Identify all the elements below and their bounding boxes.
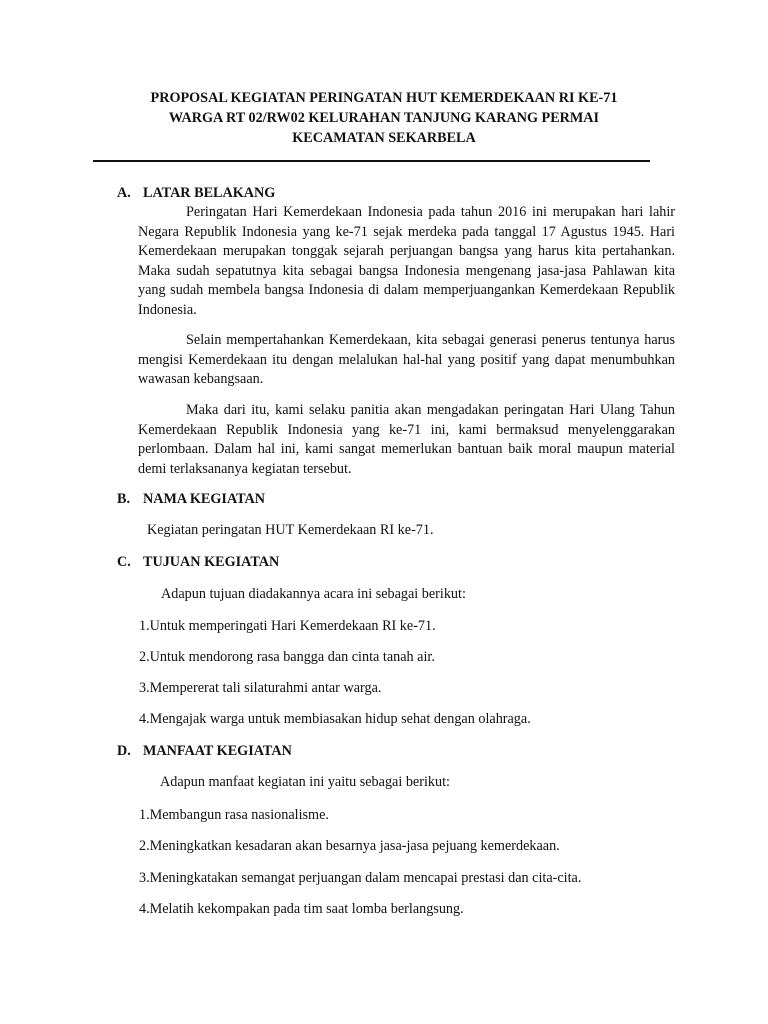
list-item: 4.Mengajak warga untuk membiasakan hidup sehat dengan olahraga. — [139, 711, 531, 727]
section-b-heading — [117, 490, 265, 508]
list-item: 2.Untuk mendorong rasa bangga dan cinta tanah air. — [139, 649, 435, 665]
section-d-intro: Adapun manfaat kegiatan ini yaitu sebagai berikut: — [160, 774, 450, 790]
list-item: 3.Mempererat tali silaturahmi antar warga. — [139, 680, 382, 696]
section-c-heading — [117, 553, 279, 571]
section-c-intro: Adapun tujuan diadakannya acara ini sebagai berikut: — [161, 586, 466, 602]
section-b-title: NAMA KEGIATAN — [143, 491, 266, 507]
section-a-paragraph-2: Selain mempertahankan Kemerdekaan, kita sebagai generasi penerus tentunya harus mengisi Kemerdekaan itu dengan melalukan hal-hal yang positif yang dapat menumbuhkan wawasan kebangsaan. — [138, 332, 675, 387]
section-d-letter: D. — [117, 743, 131, 759]
section-b-text: Kegiatan peringatan HUT Kemerdekaan RI ke-71. — [147, 522, 434, 538]
title-line-2: WARGA RT 02/RW02 KELURAHAN TANJUNG KARANG PERMAI — [168, 110, 600, 126]
title-line-1: PROPOSAL KEGIATAN PERINGATAN HUT KEMERDEKAAN RI KE-71 — [150, 90, 618, 106]
section-a-letter: A. — [117, 185, 131, 201]
list-item: 3.Meningkatakan semangat perjuangan dalam mencapai prestasi dan cita-cita. — [139, 870, 582, 886]
section-a-title: LATAR BELAKANG — [143, 185, 276, 201]
section-c-letter: C. — [117, 554, 131, 570]
list-item: 2.Meningkatkan kesadaran akan besarnya jasa-jasa pejuang kemerdekaan. — [139, 838, 560, 854]
section-d-heading — [117, 742, 292, 760]
title-line-3: KECAMATAN SEKARBELA — [292, 130, 476, 146]
document-title — [90, 88, 678, 148]
section-b-letter: B. — [117, 491, 131, 507]
section-a-paragraph-1: Peringatan Hari Kemerdekaan Indonesia pada tahun 2016 ini merupakan hari lahir Negara Republik Indonesia yang ke-71 sejak merdeka pada tanggal 17 Agustus 1945. Hari Kemerdekaan merupakan tonggak sejarah perjuangan bangsa yang harus kita pertahankan. Maka sudah sepatutnya kita sebagai bangsa Indonesia mengenang jasa-jasa Pahlawan kita yang sudah membela bangsa Indonesia di dalam memperjuangankan Kemerdekaan Republik Indonesia. — [138, 204, 675, 318]
list-item: 1.Untuk memperingati Hari Kemerdekaan RI ke-71. — [139, 618, 436, 634]
list-item: 4.Melatih kekompakan pada tim saat lomba berlangsung. — [139, 901, 464, 917]
title-divider — [93, 160, 650, 162]
section-d-title: MANFAAT KEGIATAN — [143, 743, 292, 759]
section-c-title: TUJUAN KEGIATAN — [143, 554, 280, 570]
section-a-paragraph-3: Maka dari itu, kami selaku panitia akan mengadakan peringatan Hari Ulang Tahun Kemerdekaan Republik Indonesia yang ke-71 ini, kami bermaksud menyelenggarakan perlombaan. Dalam hal ini, kami sangat memerlukan bantuan baik moral maupun material demi terlaksananya kegiatan tersebut. — [138, 402, 675, 477]
list-item: 1.Membangun rasa nasionalisme. — [139, 807, 329, 823]
section-a-heading — [117, 184, 275, 202]
